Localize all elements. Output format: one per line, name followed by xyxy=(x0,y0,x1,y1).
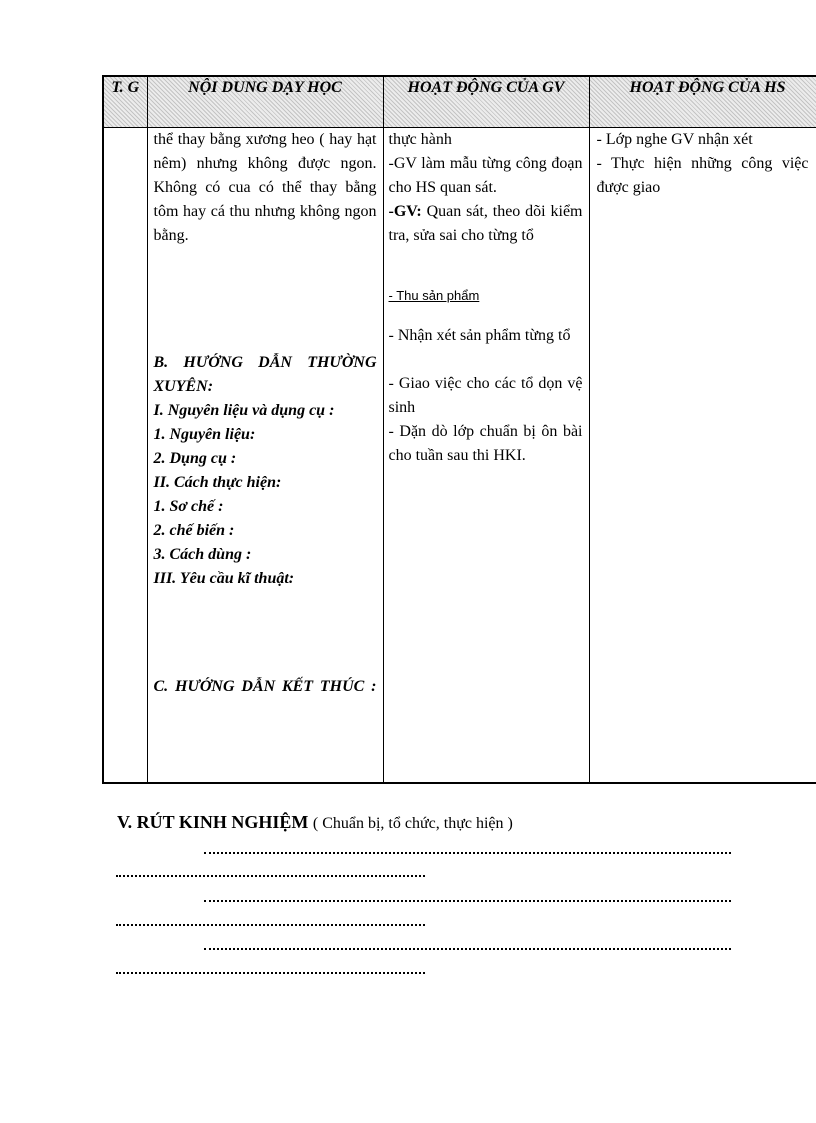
teacher-line: - Nhận xét sản phẩm từng tổ xyxy=(388,327,571,344)
teacher-line: - Giao việc cho các tổ dọn vệ sinh xyxy=(388,375,583,416)
content-item: 2. Dụng cụ : xyxy=(153,450,237,467)
header-student-activity: HOẠT ĐỘNG CỦA HS xyxy=(589,76,816,128)
content-intro: thể thay bằng xương heo ( hay hạt nêm) nhưng không được ngon. Không có cua có thể thay bằng tôm hay cá thu nhưng không ngon bằng. xyxy=(153,131,377,244)
content-cell xyxy=(147,128,383,784)
content-item: 1. Nguyên liệu: xyxy=(153,426,256,443)
gv-text: Quan sát, theo dõi kiểm tra, sửa sai cho từng tổ xyxy=(388,203,583,244)
lesson-table xyxy=(102,75,816,784)
dotted-line xyxy=(204,852,731,854)
collect-products: - Thu sản phẩm xyxy=(388,288,480,303)
student-activity-cell xyxy=(589,128,816,784)
student-line: - Thực hiện những công việc được giao xyxy=(596,155,809,196)
section-b-title: B. HƯỚNG DẪN THƯỜNG XUYÊN: xyxy=(153,354,377,395)
teacher-line: - Dặn dò lớp chuẩn bị ôn bài cho tuần sau thi HKI. xyxy=(388,423,583,464)
content-item: 2. chế biến : xyxy=(153,522,235,539)
teacher-line xyxy=(389,200,583,248)
teacher-activity-cell xyxy=(383,128,589,784)
experience-subtitle: ( Chuẩn bị, tổ chức, thực hiện ) xyxy=(312,815,513,832)
dotted-line xyxy=(116,924,425,926)
teacher-line xyxy=(389,284,583,308)
header-teacher-activity: HOẠT ĐỘNG CỦA GV xyxy=(383,76,589,128)
section-c-title: C. HƯỚNG DẪN KẾT THÚC : xyxy=(153,678,377,695)
header-content: NỘI DUNG DẠY HỌC xyxy=(147,76,383,128)
header-tg: T. G xyxy=(103,76,147,128)
dotted-line xyxy=(204,900,731,902)
dotted-line xyxy=(116,875,425,877)
experience-heading xyxy=(117,812,513,833)
content-item: 3. Cách dùng : xyxy=(153,546,252,563)
content-item: I. Nguyên liệu và dụng cụ : xyxy=(153,402,335,419)
time-cell xyxy=(103,128,147,784)
table-body-row xyxy=(103,128,816,784)
teacher-line: thực hành xyxy=(388,131,452,148)
student-line: - Lớp nghe GV nhận xét xyxy=(596,131,753,148)
content-item: 1. Sơ chế : xyxy=(153,498,224,515)
dotted-line xyxy=(204,948,731,950)
gv-label: -GV: xyxy=(388,203,422,220)
teacher-line: -GV làm mẫu từng công đoạn cho HS quan sát. xyxy=(388,155,583,196)
experience-title: V. RÚT KINH NGHIỆM xyxy=(117,812,309,832)
dotted-line xyxy=(116,972,425,974)
content-item: II. Cách thực hiện: xyxy=(153,474,282,491)
table-header-row xyxy=(103,76,816,128)
content-item: III. Yêu cầu kĩ thuật: xyxy=(153,570,295,587)
